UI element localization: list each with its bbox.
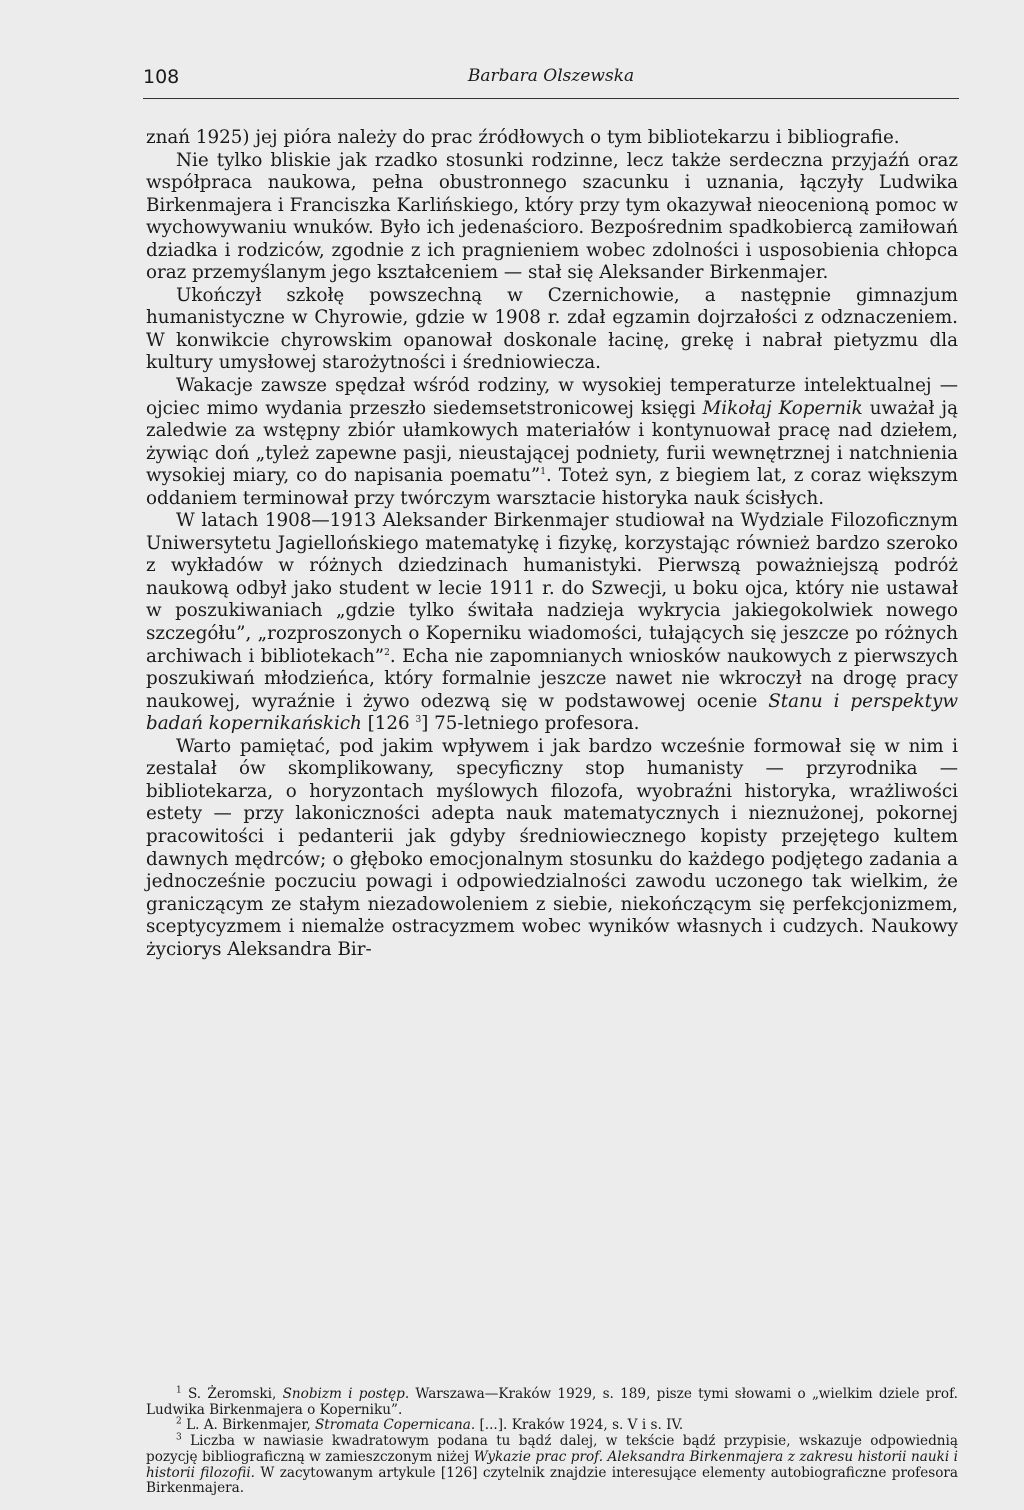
paragraph-6: Warto pamiętać, pod jakim wpływem i jak bardzo wcześnie formował się w nim i zestalał ów skomplikowany, specyficzny stop humanisty — przyrodnika — bibliotekarza, o horyzontach myślowych filozofa, wyobraźni historyka, wrażliwości estety — przy lakoniczności adepta nauk matematycznych i nieznużonej, pokornej pracowitości i pedanterii jak gdyby średniowiecznego kopisty przejętego kultem dawnych mędrców; o głęboko emocjonalnym stosunku do każdego podjętego zadania a jednocześnie poczuciu powagi i odpowiedzialności zawodu uczonego tak wielkim, że graniczącym ze stałym niezadowoleniem z siebie, niekończącym się perfekcjonizmem, sceptycyzmem i niemalże ostracyzmem wobec wyników własnych i cudzych. Naukowy życiorys Aleksandra Bir- [146, 735, 958, 960]
footnote-3-title: Wykazie prac prof. Aleksandra Birkenmajera z zakresu historii nauki i historii filozofii. [146, 1448, 958, 1481]
book-title-mikolaj-kopernik: Mikołaj Kopernik [702, 397, 863, 419]
paragraph-4-text-b: uważał ją zaledwie za wstępny zbiór ułamkowych materiałów i kontynuował pracę nad dziełem, żywiąc doń „tyleż zapewne pasji, nieustającej podniety, furii wewnętrznej i natchnienia wysokiej miary, co do napisania poematu” [146, 397, 958, 487]
page-header [143, 66, 959, 99]
footnote-2-mark: 2 [176, 1416, 182, 1427]
footnote-1-mark: 1 [176, 1385, 182, 1396]
paragraph-5-text-d: ] 75-letniego profesora. [421, 713, 640, 735]
footnote-ref-3: 3 [415, 715, 422, 726]
paragraph-2: Nie tylko bliskie jak rzadko stosunki rodzinne, lecz także serdeczna przyjaźń oraz współpraca naukowa, pełna obustronnego szacunku i uznania, łączyły Ludwika Birkenmajera i Franciszka Karlińskiego, który przy tym okazywał nieocenioną pomoc w wychowywaniu wnuków. Było ich jedenaścioro. Bezpośrednim spadkobiercą zamiłowań dziadka i rodziców, zgodnie z ich pragnieniem wobec zdolności i usposobienia chłopca oraz przemyślanym jego kształceniem — stał się Aleksander Birkenmajer. [146, 149, 958, 284]
running-head: Barbara Olszewska [467, 66, 635, 86]
paragraph-5-text-c: [126 [361, 713, 416, 735]
body-text [146, 127, 958, 961]
footnote-2 [146, 1418, 958, 1434]
footnote-1-title: Snobizm i postęp. [282, 1386, 410, 1402]
footnote-1-text: Warszawa—Kraków 1929, s. 189, pisze tymi słowami o „wielkim dziele prof. Ludwika Birkenmajera o Koperniku”. [146, 1386, 958, 1418]
paragraph-5-text-b: . Echa nie zapomnianych wniosków naukowych z pierwszych poszukiwań młodzieńca, który formalnie jeszcze nawet nie wkroczył na drogę pracy naukowej, wyraźnie i żywo odezwą się w podstawowej ocenie [146, 645, 959, 712]
paragraph-5-text-a: W latach 1908—1913 Aleksander Birkenmajer studiował na Wydziale Filozoficznym Uniwersytetu Jagiellońskiego matematykę i fizykę, korzystając również bardzo szeroko z wykładów w różnych dziedzinach humanistyki. Pierwszą poważniejszą podróż naukową odbył jako student w lecie 1911 r. do Szwecji, u boku ojca, który nie ustawał w poszukiwaniach „gdzie tylko świtała nadzieja wykrycia jakiegokolwiek nowego szczegółu”, „rozproszonych o Koperniku wiadomości, tułających się jeszcze po różnych archiwach i bibliotekach” [146, 510, 958, 667]
paragraph-4 [146, 375, 958, 510]
paragraph-3: Ukończył szkołę powszechną w Czernichowie, a następnie gimnazjum humanistyczne w Chyrowie, gdzie w 1908 r. zdał egzamin dojrzałości z odznaczeniem. W konwikcie chyrowskim opanował doskonale łacinę, grekę i nabrał pietyzmu dla kultury umysłowej starożytności i średniowiecza. [146, 284, 958, 374]
footnote-3-mark: 3 [176, 1432, 182, 1443]
paragraph-5 [146, 510, 958, 735]
footnote-2-author: L. A. Birkenmajer, [186, 1417, 311, 1434]
footnote-1-author: S. Żeromski, [187, 1386, 277, 1402]
page-number: 108 [143, 66, 180, 88]
footnote-1 [146, 1387, 958, 1418]
footnote-3-text-b: W zacytowanym artykule [126] czytelnik znajdzie interesujące elementy autobiograficzne profesora Birkenmajera. [146, 1464, 959, 1497]
footnote-2-title: Stromata Copernicana. [314, 1417, 476, 1434]
footnote-3-text-a: Liczba w nawiasie kwadratowym podana tu bądź dalej, w tekście bądź przypisie, wskazuje odpowiednią pozycję bibliograficzną w zamieszczonym niżej [146, 1433, 959, 1465]
paragraph-4-text-c: . Toteż syn, z biegiem lat, z coraz większym oddaniem terminował przy twórczym warsztacie historyka nauk ścisłych. [146, 465, 958, 509]
footnote-3 [146, 1434, 958, 1497]
paragraph-4-text-a: Wakacje zawsze spędzał wśród rodziny, w wysokiej temperaturze intelektualnej — ojciec mimo wydania przeszło siedemsetstronicowej księgi [146, 375, 958, 419]
paragraph-1: znań 1925) jej pióra należy do prac źródłowych o tym bibliotekarzu i bibliografie. [146, 127, 900, 148]
footnote-ref-2: 2 [384, 647, 390, 658]
footnote-ref-1: 1 [540, 467, 546, 478]
work-title-stan-i-perspektyw: Stanu i perspektyw badań kopernikańskich [146, 690, 958, 735]
footnotes [146, 1387, 958, 1497]
footnote-2-text: [...]. Kraków 1924, s. V i s. IV. [475, 1417, 684, 1434]
